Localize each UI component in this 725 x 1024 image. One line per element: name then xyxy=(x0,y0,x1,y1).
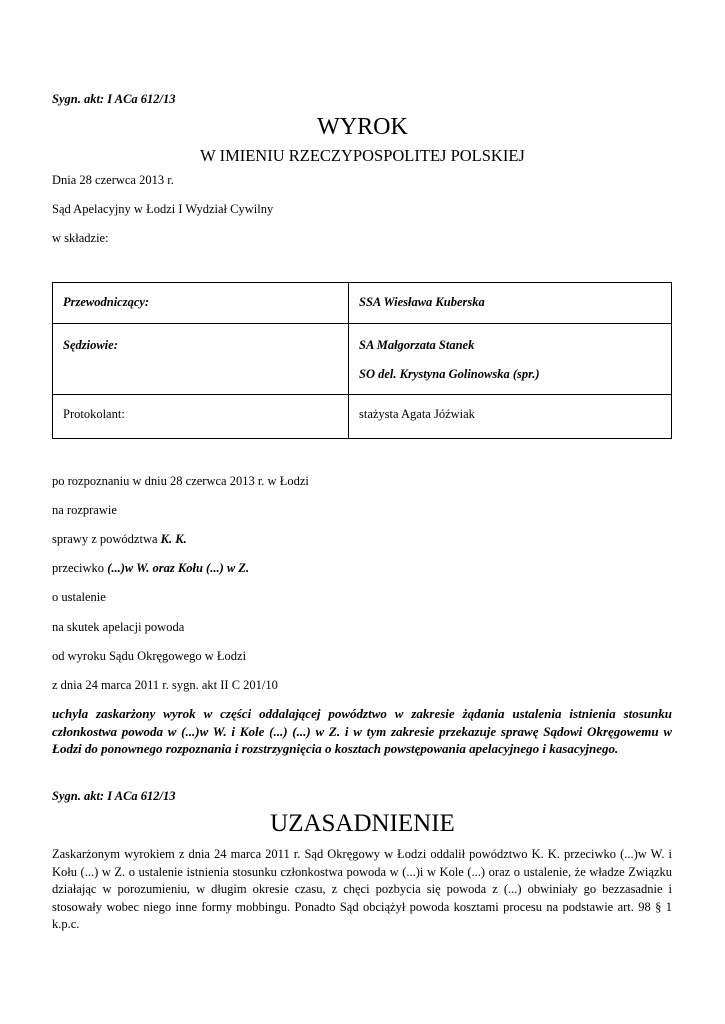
table-row xyxy=(53,324,672,395)
justification-text: Zaskarżonym wyrokiem z dnia 24 marca 2011 r. Sąd Okręgowy w Łodzi oddalił powództwo K. K. przeciwko (...)w W. i Kołu (...) w Z. o ustalenie istnienia stosunku członkostwa powoda w (...)i w Kole (...) oraz o ustalenie, że władze Związku działając w porozumieniu, w długim okresie czasu, z chęci pozbycia się powoda z (...) obwiniały go bezzasadnie i stosowały wobec niego inne formy mobbingu. Ponadto Sąd obciążył powoda kosztami procesu na podstawie art. 98 § 1 k.p.c. xyxy=(52,847,672,931)
proceedings-line-7: od wyroku Sądu Okręgowego w Łodzi xyxy=(52,649,247,663)
judge-1: SA Małgorzata Stanek xyxy=(359,338,475,352)
case-reference: Sygn. akt: I ACa 612/13 xyxy=(52,92,176,106)
clerk-value: stażysta Agata Jóźwiak xyxy=(349,395,672,439)
proceedings-line-2: na rozprawie xyxy=(52,503,117,517)
proceedings-line-4: przeciwko (...)w W. oraz Kołu (...) w Z. xyxy=(52,561,250,575)
document-subtitle: W IMIENIU RZECZYPOSPOLITEJ POLSKIEJ xyxy=(200,146,525,165)
chair-value: SSA Wiesława Kuberska xyxy=(349,283,672,324)
document-title: WYROK xyxy=(317,114,408,140)
proceedings-line-5: o ustalenie xyxy=(52,590,106,604)
composition-intro: w składzie: xyxy=(52,231,109,245)
judgment-sentence: uchyla zaskarżony wyrok w części oddalającej powództwo w zakresie żądania ustalenia istnienia stosunku członkostwa powoda w (...)w W. i Kole (...) (...) w Z. i w tym zakresie przekazuje sprawę Sądowi Okręgowemu w Łodzi do ponownego rozpoznania i rozstrzygnięcia o kosztach powstępowania apelacyjnego i kasacyjnego. xyxy=(52,706,672,756)
plaintiff: K. K. xyxy=(160,532,187,546)
defendants: (...)w W. oraz Kołu (...) w Z. xyxy=(107,561,250,575)
justification-title: UZASADNIENIE xyxy=(270,810,455,837)
proceedings-line-6: na skutek apelacji powoda xyxy=(52,620,185,634)
court-name: Sąd Apelacyjny w Łodzi I Wydział Cywilny xyxy=(52,202,274,216)
judges-cell xyxy=(349,324,672,395)
judges-label: Sędziowie: xyxy=(53,324,349,395)
proceedings-line-3: sprawy z powództwa K. K. xyxy=(52,532,187,546)
court-composition-table xyxy=(52,282,672,439)
table-row xyxy=(53,395,672,439)
judge-2: SO del. Krystyna Golinowska (spr.) xyxy=(359,367,540,381)
proceedings-line-1: po rozpoznaniu w dniu 28 czerwca 2013 r. w Łodzi xyxy=(52,474,309,488)
proceedings-line-8: z dnia 24 marca 2011 r. sygn. akt II C 201/10 xyxy=(52,678,278,692)
judgment-date: Dnia 28 czerwca 2013 r. xyxy=(52,173,174,187)
case-reference-second: Sygn. akt: I ACa 612/13 xyxy=(52,789,176,803)
table-row xyxy=(53,283,672,324)
chair-label: Przewodniczący: xyxy=(53,283,349,324)
clerk-label: Protokolant: xyxy=(53,395,349,439)
